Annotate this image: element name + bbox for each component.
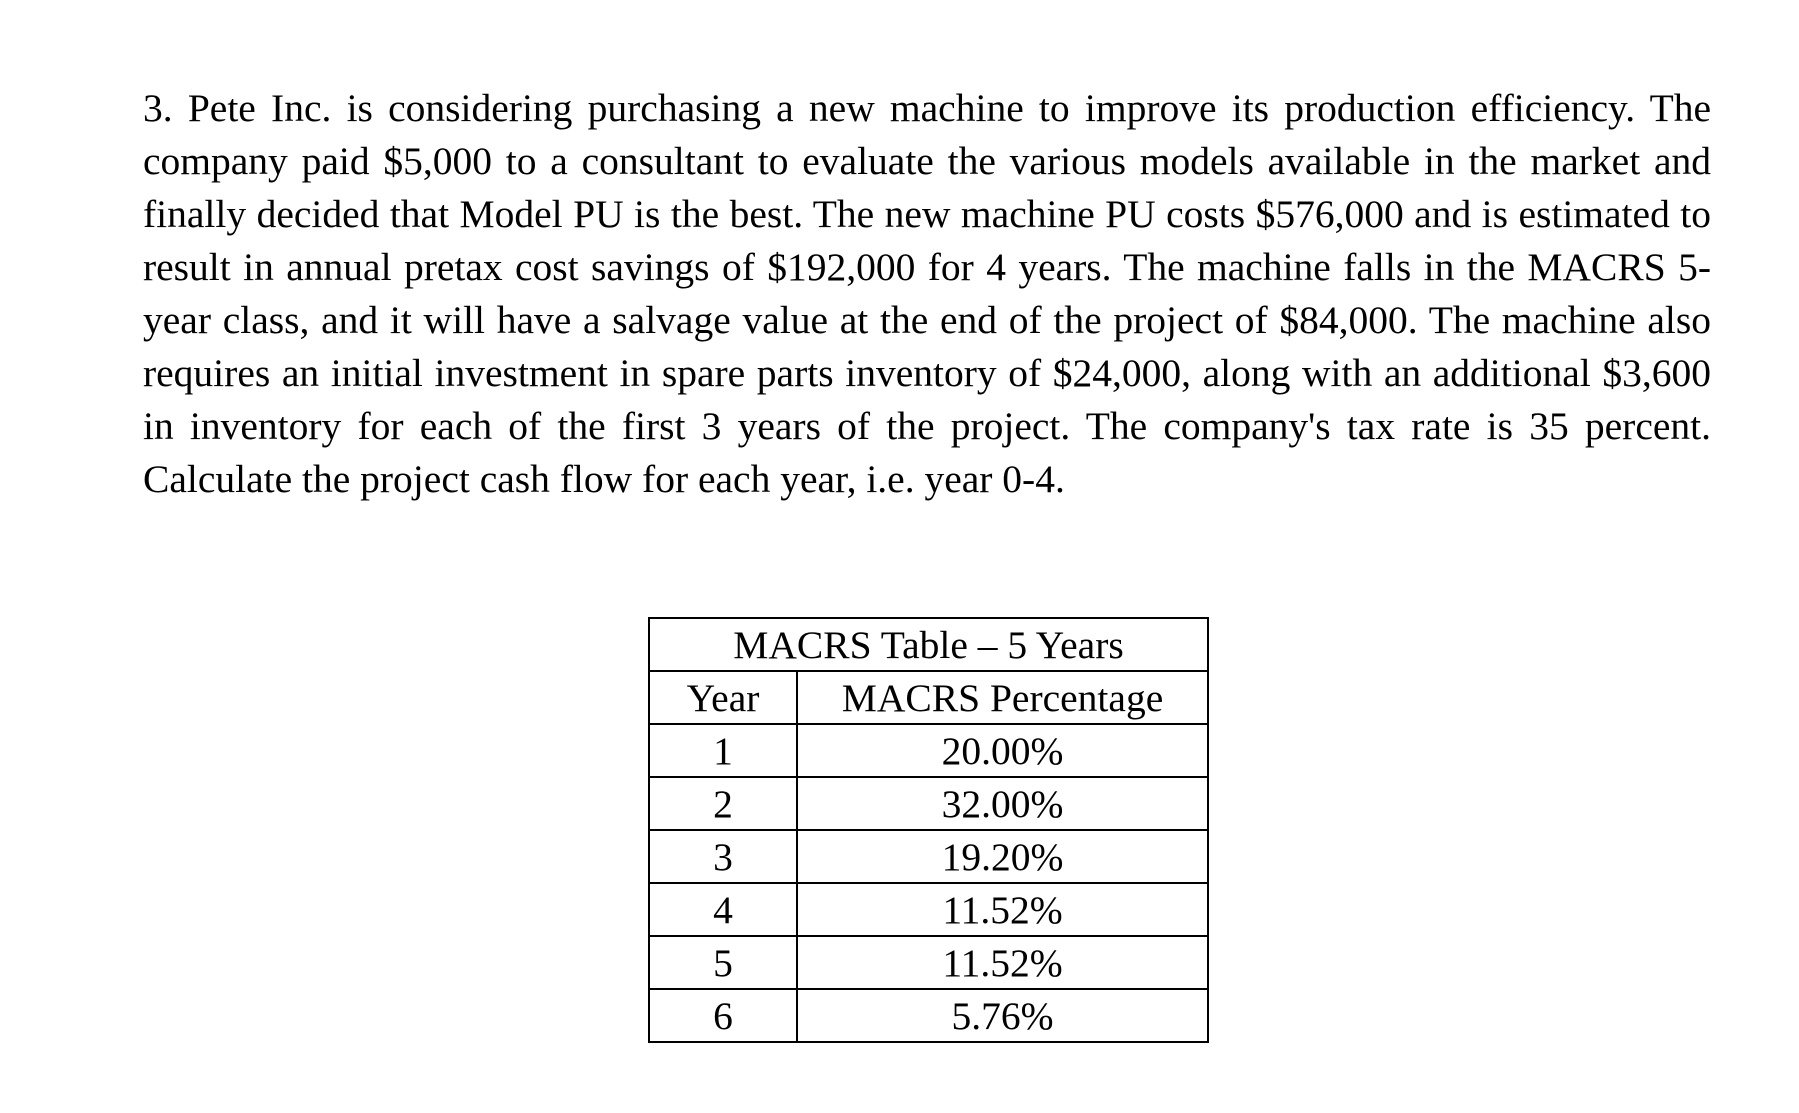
table-row (649, 830, 1208, 883)
percentage-cell: 20.00% (797, 724, 1208, 777)
problem-statement: 3. Pete Inc. is considering purchasing a new machine to improve its production efficiency. The company paid $5,000 to a consultant to evaluate the various models available in the market and finally decided that Model PU is the best. The new machine PU costs $576,000 and is estimated to result in annual pretax cost savings of $192,000 for 4 years. The machine falls in the MACRS 5-year class, and it will have a salvage value at the end of the project of $84,000. The machine also requires an initial investment in spare parts inventory of $24,000, along with an additional $3,600 in inventory for each of the first 3 years of the project. The company's tax rate is 35 percent. Calculate the project cash flow for each year, i.e. year 0-4. (143, 86, 1711, 501)
year-cell: 2 (649, 777, 797, 830)
macrs-table (648, 617, 1209, 1043)
table-row (649, 777, 1208, 830)
percentage-cell: 5.76% (797, 989, 1208, 1042)
year-cell: 5 (649, 936, 797, 989)
year-cell: 6 (649, 989, 797, 1042)
column-header-year: Year (649, 671, 797, 724)
year-cell: 1 (649, 724, 797, 777)
percentage-cell: 11.52% (797, 883, 1208, 936)
column-header-percentage: MACRS Percentage (797, 671, 1208, 724)
table-title-row (649, 618, 1208, 671)
table-row (649, 936, 1208, 989)
table-title: MACRS Table – 5 Years (649, 618, 1208, 671)
table-row (649, 989, 1208, 1042)
table-header-row (649, 671, 1208, 724)
percentage-cell: 32.00% (797, 777, 1208, 830)
year-cell: 4 (649, 883, 797, 936)
table-row (649, 724, 1208, 777)
year-cell: 3 (649, 830, 797, 883)
percentage-cell: 19.20% (797, 830, 1208, 883)
table-row (649, 883, 1208, 936)
percentage-cell: 11.52% (797, 936, 1208, 989)
